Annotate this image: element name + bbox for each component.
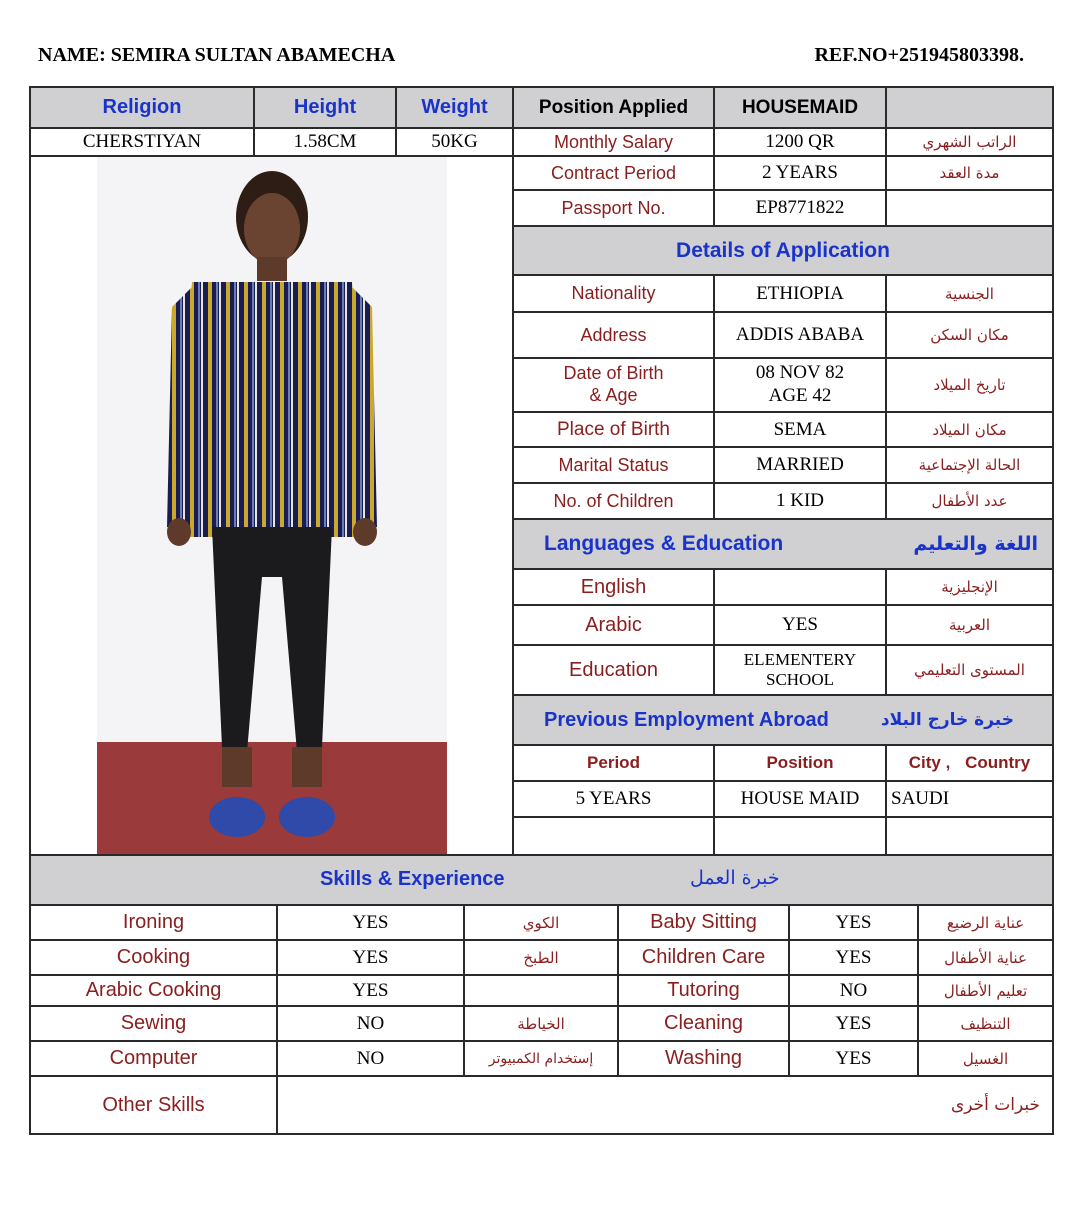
country-col-label: Country [965, 753, 1031, 772]
place-of-birth-label: Place of Birth [513, 412, 714, 447]
education-value-text: ELEMENTERY SCHOOL [743, 649, 857, 689]
skill-computer-label-ar: إستخدام الكمبيوتر [464, 1041, 618, 1076]
skill-baby-sitting-label: Baby Sitting [618, 905, 789, 940]
position-empty-cell [886, 87, 1053, 128]
employment-header [513, 695, 1053, 745]
education-value [714, 645, 886, 695]
city-country-col-header [886, 745, 1053, 781]
arabic-label-ar: العربية [886, 605, 1053, 645]
languages-title: Languages & Education [544, 532, 784, 555]
place-of-birth-value: SEMA [714, 412, 886, 447]
dob-value-text: 08 NOV 82 AGE 42 [755, 362, 845, 406]
candidate-photo [97, 157, 447, 855]
skill-tutoring-value: NO [789, 975, 918, 1006]
skill-washing-value: YES [789, 1041, 918, 1076]
arabic-label: Arabic [513, 605, 714, 645]
salary-value: 1200 QR [714, 128, 886, 156]
skills-title: Skills & Experience [320, 868, 505, 890]
passport-label: Passport No. [513, 190, 714, 226]
skill-cooking-value: YES [277, 940, 464, 975]
contract-period-label-ar: مدة العقد [886, 156, 1053, 190]
english-label: English [513, 569, 714, 605]
position-applied-value: HOUSEMAID [714, 87, 886, 128]
english-value [714, 569, 886, 605]
candidate-name: NAME: SEMIRA SULTAN ABAMECHA [38, 44, 396, 66]
period-col-header: Period [513, 745, 714, 781]
skill-sewing-label: Sewing [30, 1006, 277, 1041]
skill-cleaning-label-ar: التنظيف [918, 1006, 1053, 1041]
skill-baby-sitting-value: YES [789, 905, 918, 940]
skill-washing-label: Washing [618, 1041, 789, 1076]
skills-header [30, 855, 1053, 905]
skill-arabic-cooking-label-ar [464, 975, 618, 1006]
english-label-ar: الإنجليزية [886, 569, 1053, 605]
skill-computer-value: NO [277, 1041, 464, 1076]
passport-label-ar [886, 190, 1053, 226]
employment-title-ar: خبرة خارج البلاد [880, 710, 1014, 730]
languages-header [513, 519, 1053, 569]
marital-status-label: Marital Status [513, 447, 714, 483]
other-skills-cell [277, 1076, 1053, 1134]
skill-computer-label: Computer [30, 1041, 277, 1076]
skill-cooking-label-ar: الطبخ [464, 940, 618, 975]
place-of-birth-label-ar: مكان الميلاد [886, 412, 1053, 447]
address-label-ar: مكان السكن [886, 312, 1053, 358]
dob-label [513, 358, 714, 412]
skill-cooking-label: Cooking [30, 940, 277, 975]
salary-label: Monthly Salary [513, 128, 714, 156]
employment-country: SAUDI [886, 781, 1053, 817]
skill-arabic-cooking-value: YES [277, 975, 464, 1006]
reference-number: REF.NO+251945803398. [814, 44, 1024, 66]
skill-sewing-value: NO [277, 1006, 464, 1041]
contract-period-label: Contract Period [513, 156, 714, 190]
religion-value: CHERSTIYAN [30, 128, 254, 156]
position-applied-label: Position Applied [513, 87, 714, 128]
religion-label: Religion [30, 87, 254, 128]
weight-label: Weight [396, 87, 513, 128]
nationality-value: ETHIOPIA [714, 275, 886, 312]
skill-ironing-value: YES [277, 905, 464, 940]
marital-status-label-ar: الحالة الإجتماعية [886, 447, 1053, 483]
city-col-label: City , [908, 753, 951, 772]
contract-period-value: 2 YEARS [714, 156, 886, 190]
skills-title-ar: خبرة العمل [690, 867, 780, 889]
skill-cleaning-label: Cleaning [618, 1006, 789, 1041]
passport-value: EP8771822 [714, 190, 886, 226]
height-label: Height [254, 87, 396, 128]
employment-title: Previous Employment Abroad [544, 708, 829, 731]
education-label: Education [513, 645, 714, 695]
skill-children-care-value: YES [789, 940, 918, 975]
skill-cleaning-value: YES [789, 1006, 918, 1041]
arabic-value: YES [714, 605, 886, 645]
weight-value: 50KG [396, 128, 513, 156]
address-value: ADDIS ABABA [714, 312, 886, 358]
employment-position: HOUSE MAID [714, 781, 886, 817]
skill-baby-sitting-label-ar: عناية الرضيع [918, 905, 1053, 940]
skill-washing-label-ar: الغسيل [918, 1041, 1053, 1076]
employment-period: 5 YEARS [513, 781, 714, 817]
address-label: Address [513, 312, 714, 358]
dob-label-ar: تاريخ الميلاد [886, 358, 1053, 412]
skill-tutoring-label: Tutoring [618, 975, 789, 1006]
other-skills-label-ar: خبرات أخرى [950, 1095, 1041, 1115]
children-value: 1 KID [714, 483, 886, 519]
position-col-header: Position [714, 745, 886, 781]
skill-arabic-cooking-label: Arabic Cooking [30, 975, 277, 1006]
details-title: Details of Application [513, 226, 1053, 275]
children-label: No. of Children [513, 483, 714, 519]
skill-children-care-label: Children Care [618, 940, 789, 975]
skill-children-care-label-ar: عناية الأطفال [918, 940, 1053, 975]
skill-ironing-label-ar: الكوي [464, 905, 618, 940]
top-table [29, 86, 1054, 862]
nationality-label: Nationality [513, 275, 714, 312]
marital-status-value: MARRIED [714, 447, 886, 483]
skill-sewing-label-ar: الخياطة [464, 1006, 618, 1041]
photo-cell [30, 156, 513, 861]
height-value: 1.58CM [254, 128, 396, 156]
nationality-label-ar: الجنسية [886, 275, 1053, 312]
children-label-ar: عدد الأطفال [886, 483, 1053, 519]
other-skills-label: Other Skills [30, 1076, 277, 1134]
skill-ironing-label: Ironing [30, 905, 277, 940]
skills-table [29, 854, 1054, 1135]
languages-title-ar: اللغة والتعليم [913, 533, 1038, 555]
dob-label-text: Date of Birth & Age [563, 363, 664, 405]
skill-tutoring-label-ar: تعليم الأطفال [918, 975, 1053, 1006]
salary-label-ar: الراتب الشهري [886, 128, 1053, 156]
education-label-ar: المستوى التعليمي [886, 645, 1053, 695]
dob-value [714, 358, 886, 412]
